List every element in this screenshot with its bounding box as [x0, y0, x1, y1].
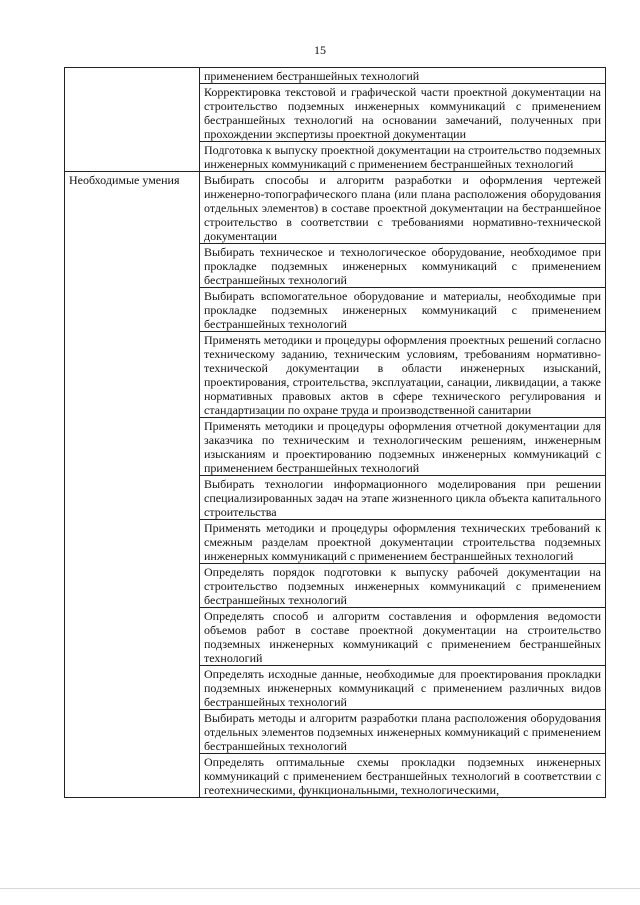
label-cell-empty	[65, 68, 200, 172]
table-cell-text: применением бестраншейных технологий	[200, 68, 606, 84]
table-cell-text: Применять методики и процедуры оформления проектных решений согласно техническому заданию, техническим условиям, требованиям нормативно-технической документации в области инженерных изысканий, проектирования, строительства, эксплуатации, санации, ликвидации, а также нормативных правовых актов в сфере технического регулирования и стандартизации по охране труда и производственной санитарии	[200, 332, 606, 418]
table-cell-text: Определять оптимальные схемы прокладки подземных инженерных коммуникаций с применением бестраншейных технологий в соответствии с геотехническими, функциональными, технологическими,	[200, 754, 606, 798]
table-cell-text: Определять исходные данные, необходимые для проектирования прокладки подземных инженерных коммуникаций с применением различных видов бестраншейных технологий	[200, 666, 606, 710]
table-cell-text: Определять способ и алгоритм составления и оформления ведомости объемов работ в составе проектной документации на строительство подземных инженерных коммуникаций с применением бестраншейных технологий	[200, 608, 606, 666]
requirements-table	[64, 67, 606, 798]
table-cell-text: Применять методики и процедуры оформления отчетной документации для заказчика по техническим и технологическим решениям, инженерным изысканиям и проектированию подземных инженерных коммуникаций с применением бестраншейных технологий	[200, 418, 606, 476]
table-row	[65, 172, 606, 244]
table-cell-text: Подготовка к выпуску проектной документации на строительство подземных инженерных коммуникаций с применением бестраншейных технологий	[200, 142, 606, 172]
table-cell-text: Выбирать техническое и технологическое оборудование, необходимое при прокладке подземных инженерных коммуникаций с применением бестраншейных технологий	[200, 244, 606, 288]
page-number: 15	[314, 43, 326, 57]
scan-edge-line	[0, 888, 640, 889]
table-cell-text: Выбирать способы и алгоритм разработки и оформления чертежей инженерно-топографического плана (или плана расположения оборудования отдельных элементов) в составе проектной документации на бестраншейное строительство в соответствии с требованиями нормативно-технической документации	[200, 172, 606, 244]
table-cell-text: Выбирать методы и алгоритм разработки плана расположения оборудования отдельных элементов подземных инженерных коммуникаций с применением бестраншейных технологий	[200, 710, 606, 754]
table-cell-text: Корректировка текстовой и графической части проектной документации на строительство подземных инженерных коммуникаций с применением бестраншейных технологий на основании замечаний, полученных при прохождении экспертизы проектной документации	[200, 84, 606, 142]
table-row	[65, 68, 606, 84]
table-cell-text: Применять методики и процедуры оформления технических требований к смежным разделам проектной документации строительства подземных инженерных коммуникаций с применением бестраншейных технологий	[200, 520, 606, 564]
table-cell-text: Выбирать технологии информационного моделирования при решении специализированных задач на этапе жизненного цикла объекта капитального строительства	[200, 476, 606, 520]
skills-label: Необходимые умения	[65, 172, 200, 798]
table-cell-text: Выбирать вспомогательное оборудование и материалы, необходимые при прокладке подземных инженерных коммуникаций с применением бестраншейных технологий	[200, 288, 606, 332]
table-cell-text: Определять порядок подготовки к выпуску рабочей документации на строительство подземных инженерных коммуникаций с применением бестраншейных технологий	[200, 564, 606, 608]
